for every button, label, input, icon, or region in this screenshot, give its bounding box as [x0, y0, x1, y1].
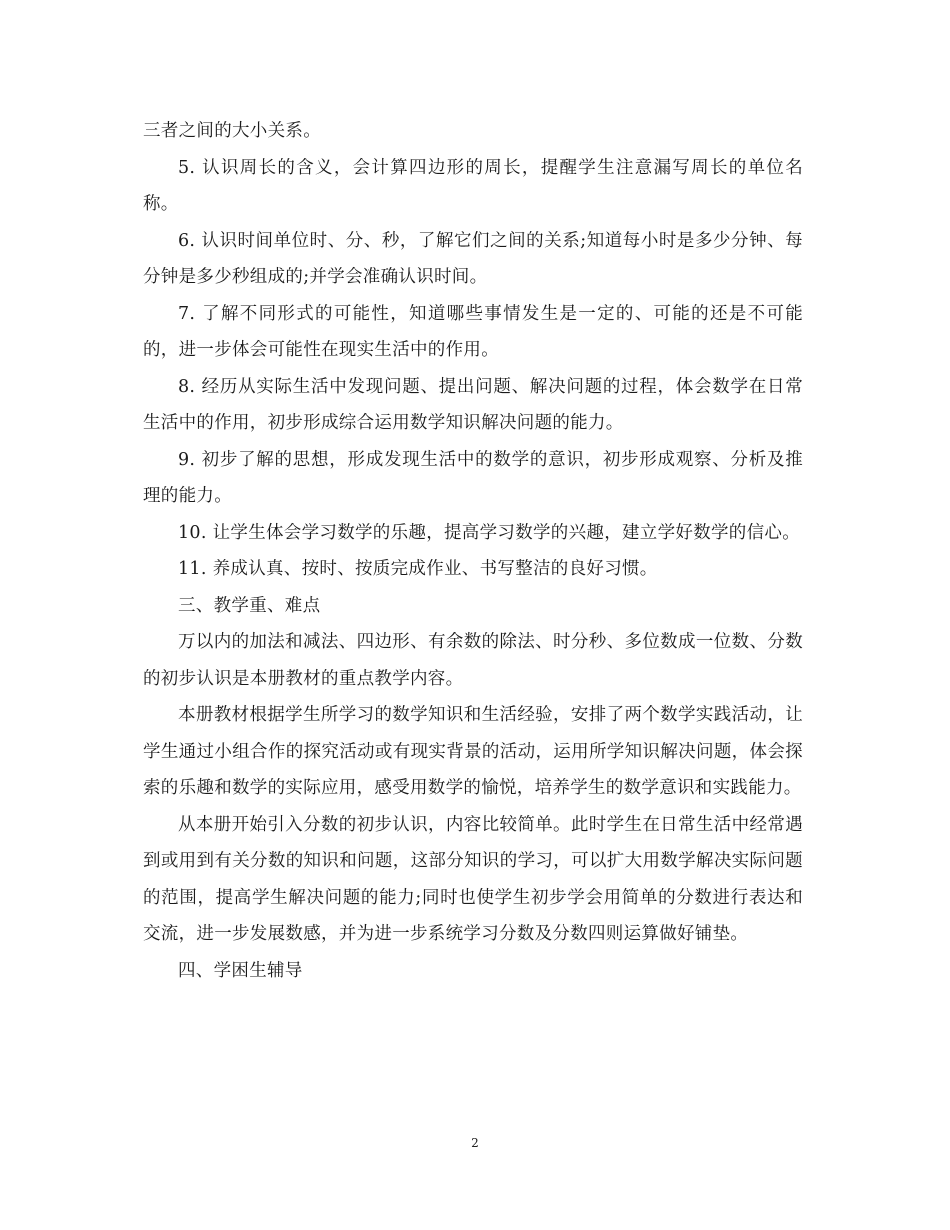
document-body — [143, 113, 803, 989]
paragraph-item-6: 6. 认识时间单位时、分、秒，了解它们之间的关系;知道每小时是多少分钟、每分钟是多少秒组成的;并学会准确认识时间。 — [143, 230, 803, 287]
paragraph-item-9: 9. 初步了解的思想，形成发现生活中的数学的意识，初步形成观察、分析及推理的能力。 — [143, 449, 803, 506]
paragraph-practice-activities: 本册教材根据学生所学习的数学知识和生活经验，安排了两个数学实践活动，让学生通过小组合作的探究活动或有现实背景的活动，运用所学知识解决问题，体会探索的乐趣和数学的实际应用，感受用数学的愉悦，培养学生的数学意识和实践能力。 — [143, 705, 803, 798]
paragraph-key-content: 万以内的加法和减法、四边形、有余数的除法、时分秒、多位数成一位数、分数的初步认识是本册教材的重点教学内容。 — [143, 632, 803, 689]
section-heading-key-points: 三、教学重、难点 — [178, 595, 321, 616]
paragraph-fractions-intro: 从本册开始引入分数的初步认识，内容比较简单。此时学生在日常生活中经常遇到或用到有关分数的知识和问题，这部分知识的学习，可以扩大用数学解决实际问题的范围，提高学生解决问题的能力;同时也使学生初步学会用简单的分数进行表达和交流，进一步发展数感，并为进一步系统学习分数及分数四则运算做好铺垫。 — [143, 814, 803, 944]
paragraph-item-10: 10. 让学生体会学习数学的乐趣，提高学习数学的兴趣，建立学好数学的信心。 — [178, 522, 800, 543]
paragraph-item-11: 11. 养成认真、按时、按质完成作业、书写整洁的良好习惯。 — [178, 559, 658, 579]
paragraph-item-5: 5. 认识周长的含义，会计算四边形的周长，提醒学生注意漏写周长的单位名称。 — [143, 157, 803, 214]
page-number: 2 — [471, 1136, 479, 1150]
paragraph-item-8: 8. 经历从实际生活中发现问题、提出问题、解决问题的过程，体会数学在日常生活中的作用，初步形成综合运用数学知识解决问题的能力。 — [143, 376, 803, 433]
paragraph-item-7: 7. 了解不同形式的可能性，知道哪些事情发生是一定的、可能的还是不可能的，进一步体会可能性在现实生活中的作用。 — [143, 303, 803, 360]
section-heading-tutoring: 四、学困生辅导 — [178, 960, 303, 981]
paragraph-intro-continuation: 三者之间的大小关系。 — [143, 121, 321, 141]
